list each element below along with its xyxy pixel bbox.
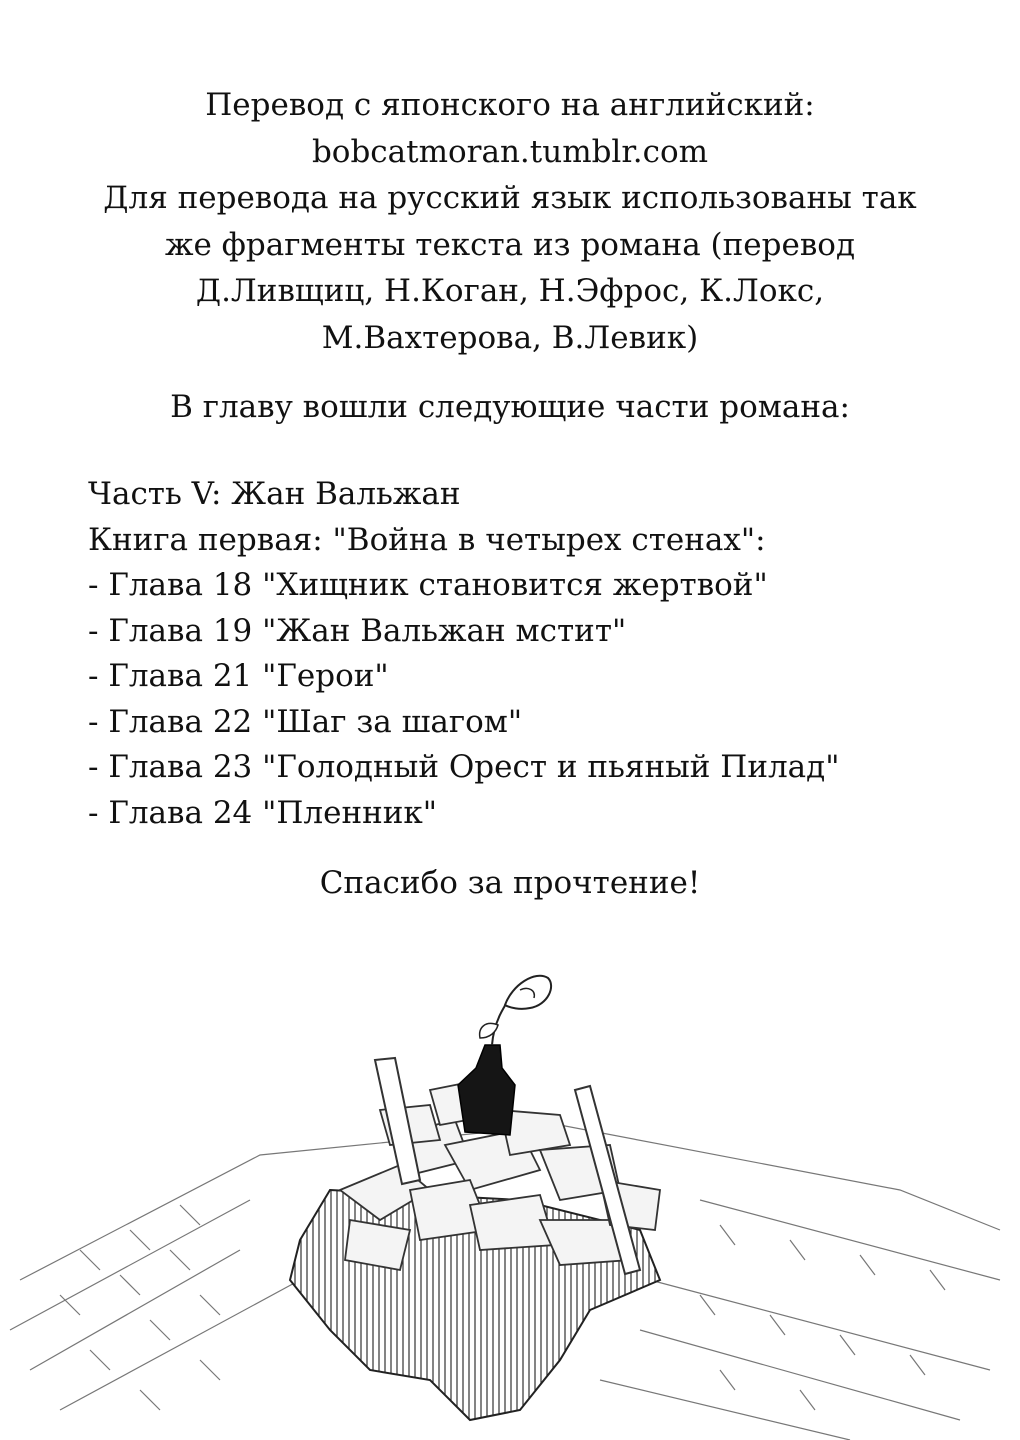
credits-line: Перевод с японского на английский: [205,87,815,123]
rubble-illustration [0,950,1020,1440]
chapter-item: - Глава 23 "Голодный Орест и пьяный Пилад" [88,749,840,785]
credits-line: М.Вахтерова, В.Левик) [321,319,699,356]
book-title: Книга первая: "Война в четырех стенах": [88,521,766,558]
bottle-with-rose [458,976,551,1135]
credits-line: же фрагменты текста из романа (перевод [164,226,856,263]
part-title: Часть V: Жан Вальжан [88,476,461,512]
translation-credits [0,82,1020,361]
chapter-item: - Глава 24 "Пленник" [88,794,438,831]
credits-line: Для перевода на русский язык использованы так [103,180,917,216]
thanks-note: Спасибо за прочтение! [319,865,701,901]
credits-line: Д.Ливщиц, Н.Коган, Н.Эфрос, К.Локс, [195,273,825,309]
contents-intro: В главу вошли следующие части романа: [170,389,850,425]
chapter-item: - Глава 18 "Хищник становится жертвой" [88,567,768,603]
contents-list [88,472,840,836]
chapter-item: - Глава 19 "Жан Вальжан мстит" [88,612,627,649]
credits-line: bobcatmoran.tumblr.com [311,133,709,170]
chapter-item: - Глава 22 "Шаг за шагом" [88,703,523,740]
chapter-item: - Глава 21 "Герои" [88,658,389,694]
